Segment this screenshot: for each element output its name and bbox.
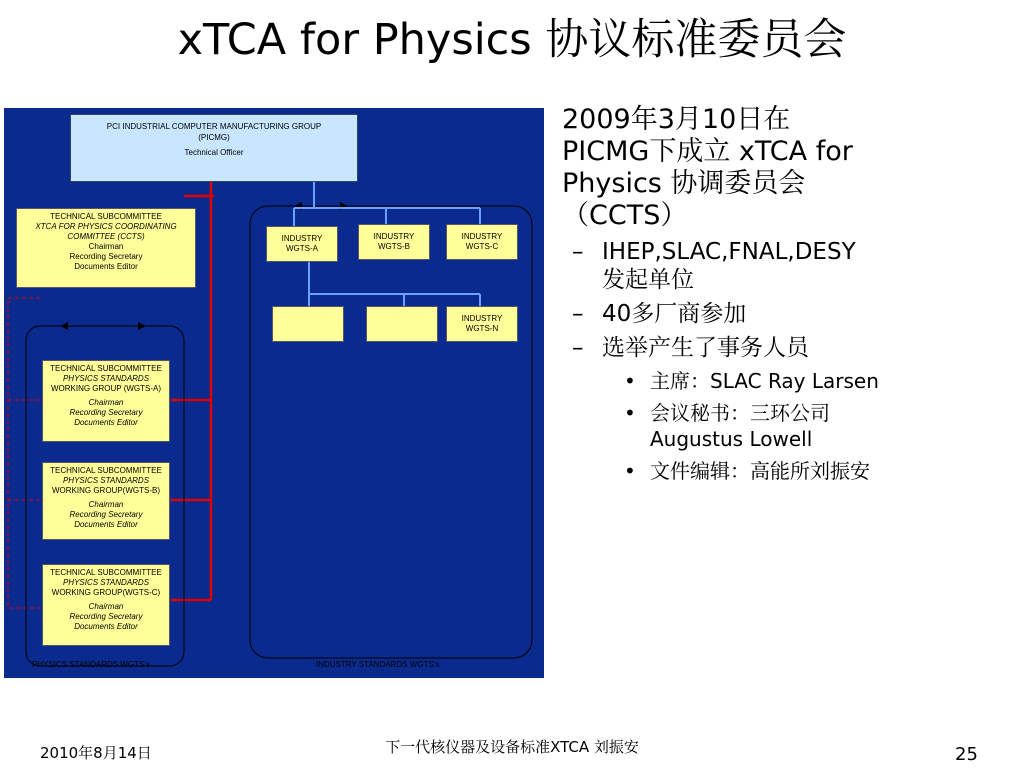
dash-marker: –	[572, 239, 584, 265]
sub-bullet-vendors	[556, 300, 1016, 328]
ccts-line2: XTCA FOR PHYSICS COORDINATING	[35, 222, 177, 231]
ccts-line1: TECHNICAL SUBCOMMITTEE	[50, 212, 162, 221]
wgts-c-box	[42, 564, 170, 646]
officer-chairman-text: 主席：SLAC Ray Larsen	[650, 369, 879, 393]
officer-editor-text: 文件编辑：高能所刘振安	[650, 459, 870, 483]
wgts-b-line2: PHYSICS STANDARDS	[62, 476, 150, 485]
wgts-a-line4: Chairman	[88, 398, 124, 407]
ccts-line5: Recording Secretary	[69, 252, 143, 261]
footer-date: 2010年8月14日	[40, 744, 152, 762]
industry-b-line1: INDUSTRY	[373, 232, 415, 241]
industry-n-box	[446, 306, 518, 342]
wgts-c-line4: Chairman	[88, 602, 124, 611]
wgts-a-box	[42, 360, 170, 442]
officer-secretary-line2: Augustus Lowell	[650, 427, 813, 451]
industry-a-box	[266, 226, 338, 262]
industry-standards-label: INDUSTRY STANDARDS WGTS's	[316, 660, 440, 669]
wgts-c-line6: Documents Editor	[74, 622, 138, 631]
sub-bullet-officers	[556, 334, 1016, 362]
ccts-box	[16, 208, 196, 288]
dot-marker: •	[624, 459, 636, 483]
wgts-b-line4: Chairman	[88, 500, 124, 509]
wgts-c-line2: PHYSICS STANDARDS	[62, 578, 150, 587]
industry-n-line1: INDUSTRY	[461, 314, 503, 323]
org-chart-image	[4, 108, 544, 678]
wgts-a-line2: PHYSICS STANDARDS	[62, 374, 150, 383]
ccts-line3: COMMITTEE (CCTS)	[67, 232, 145, 241]
picmg-line1: PCI INDUSTRIAL COMPUTER MANUFACTURING GROUP	[106, 122, 322, 131]
picmg-line2: (PICMG)	[198, 133, 230, 142]
wgts-a-line6: Documents Editor	[74, 418, 138, 427]
main-bullet-line3: Physics 协调委员会	[562, 168, 806, 199]
picmg-line3: Technical Officer	[184, 148, 244, 157]
dot-marker: •	[624, 369, 636, 393]
officer-secretary-line1: 会议秘书：三环公司	[650, 401, 830, 425]
wgts-b-line3: WORKING GROUP(WGTS-B)	[52, 486, 160, 495]
officer-chairman	[556, 368, 1016, 394]
industry-c-line1: INDUSTRY	[461, 232, 503, 241]
industry-c-line2: WGTS-C	[465, 242, 499, 251]
wgts-c-line1: TECHNICAL SUBCOMMITTEE	[50, 568, 162, 577]
dash-marker: –	[572, 335, 584, 361]
industry-a-line1: INDUSTRY	[281, 234, 323, 243]
industry-empty-box-2	[366, 306, 438, 342]
officer-secretary	[556, 400, 1016, 452]
physics-standards-label: PHYSICS STANDARDS WGTS's	[32, 660, 150, 669]
sub-bullet-founders	[556, 238, 1016, 294]
footer-center-text: 下一代核仪器及设备标准XTCA 刘振安	[385, 738, 639, 756]
wgts-b-line6: Documents Editor	[74, 520, 138, 529]
ccts-line4: Chairman	[88, 242, 124, 251]
main-bullet-line1: 2009年3月10日在	[562, 104, 791, 135]
main-bullet-line4: （CCTS）	[562, 200, 688, 231]
bullet-list	[556, 104, 1016, 484]
wgts-b-box	[42, 462, 170, 540]
sub-bullet-founders-line1: IHEP,SLAC,FNAL,DESY	[602, 239, 856, 265]
wgts-b-line5: Recording Secretary	[69, 510, 143, 519]
main-bullet-line2: PICMG下成立 xTCA for	[562, 136, 853, 167]
industry-a-line2: WGTS-A	[286, 244, 318, 253]
wgts-a-line3: WORKING GROUP (WGTS-A)	[50, 384, 162, 393]
industry-b-box	[358, 224, 430, 260]
industry-n-line2: WGTS-N	[465, 324, 499, 333]
wgts-c-line5: Recording Secretary	[69, 612, 143, 621]
sub-bullet-founders-line2: 发起单位	[602, 267, 694, 293]
page-number: 25	[955, 744, 978, 765]
sub-bullet-officers-text: 选举产生了事务人员	[602, 335, 809, 361]
wgts-a-line5: Recording Secretary	[69, 408, 143, 417]
wgts-c-line3: WORKING GROUP(WGTS-C)	[51, 588, 161, 597]
picmg-box	[70, 114, 358, 182]
slide-title: xTCA for Physics 协议标准委员会	[177, 15, 847, 65]
dash-marker: –	[572, 301, 584, 327]
industry-b-line2: WGTS-B	[378, 242, 410, 251]
dot-marker: •	[624, 401, 636, 425]
industry-c-box	[446, 224, 518, 260]
main-bullet	[556, 104, 1016, 232]
sub-bullet-vendors-text: 40多厂商参加	[602, 301, 747, 327]
officer-editor	[556, 458, 1016, 484]
industry-empty-box-1	[272, 306, 344, 342]
wgts-b-line1: TECHNICAL SUBCOMMITTEE	[50, 466, 162, 475]
ccts-line6: Documents Editor	[74, 262, 138, 271]
wgts-a-line1: TECHNICAL SUBCOMMITTEE	[50, 364, 162, 373]
